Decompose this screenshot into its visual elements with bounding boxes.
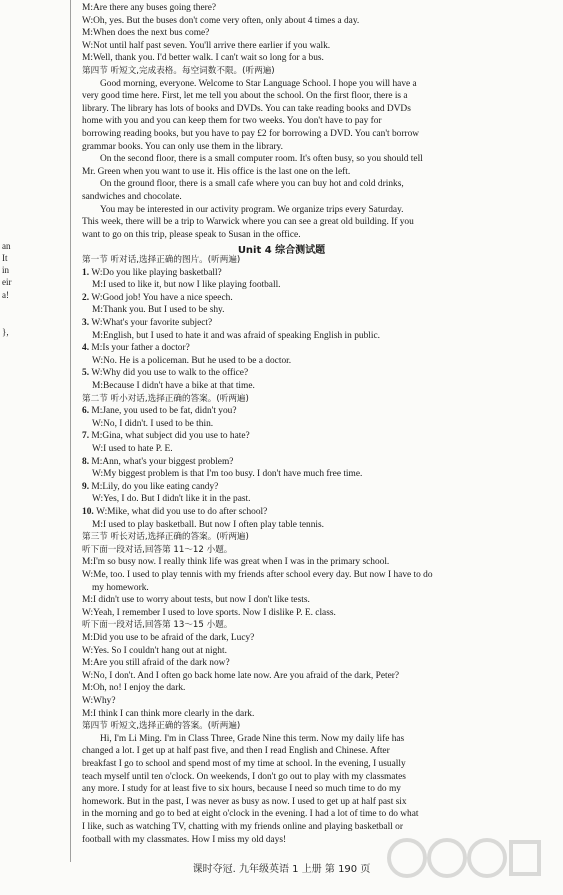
question-line <box>82 292 233 304</box>
passage-line: sandwiches and chocolate. <box>82 192 182 202</box>
question-text: M:Is your father a doctor? <box>91 343 190 354</box>
question-number: 7. <box>82 431 92 442</box>
question-text: W:Do you like playing basketball? <box>91 267 222 278</box>
passage-line: grammar books. You can only use them in the library. <box>82 141 283 152</box>
dialogue-line: W:No, I don't. And I often go back home late now. Are you afraid of the dark, Peter? <box>82 670 400 681</box>
passage-line: breakfast I go to school and spend most of my time at school. In the evening, I usually <box>82 759 406 769</box>
edge-fragment: in <box>2 265 10 275</box>
dialogue-line: W:Not until half past seven. You'll arrive there earlier if you walk. <box>82 40 331 51</box>
watermark-logo <box>385 830 545 890</box>
dialogue-line: M:I didn't use to worry about tests, but now I don't like tests. <box>82 595 310 606</box>
question-text: M:Gina, what subject did you use to hate? <box>91 431 250 442</box>
section-heading: 第一节 听对话,选择正确的图片。(听两遍) <box>82 255 241 265</box>
passage-line: changed a lot. I get up at half past five, and then I read English and Chinese. After <box>82 746 390 757</box>
dialogue-line: W:No. He is a policeman. But he used to be a doctor. <box>92 355 292 366</box>
question-text: W:What's your favorite subject? <box>91 318 213 328</box>
dialogue-line: W:Me, too. I used to play tennis with my friends after school every day. But now I have to do <box>82 570 433 580</box>
margin-rule <box>70 0 71 862</box>
dialogue-line: M:Are you still afraid of the dark now? <box>82 658 230 669</box>
passage-line: On the ground floor, there is a small cafe where you can buy hot and cold drinks, <box>100 179 404 190</box>
passage-line: borrowing reading books, but you have to pay £2 for borrowing a DVD. You can't borrow <box>82 129 420 139</box>
dialogue-line: M:English, but I used to hate it and was afraid of speaking English in public. <box>92 330 380 341</box>
section-heading: 第四节 听短文,选择正确的答案。(听两遍) <box>82 721 241 732</box>
question-line <box>82 456 233 468</box>
dialogue-line: M:Are there any buses going there? <box>82 3 217 13</box>
question-text: M:Lily, do you like eating candy? <box>91 481 219 492</box>
passage-line: very good time here. First, let me tell you about the school. On the first floor, there is a <box>82 91 408 102</box>
question-number: 9. <box>82 481 92 492</box>
dialogue-line: M:Did you use to be afraid of the dark, Lucy? <box>82 633 255 643</box>
question-line <box>82 367 248 379</box>
edge-fragment: a! <box>2 290 9 300</box>
question-number: 1. <box>82 267 92 278</box>
question-text: W:Good job! You have a nice speech. <box>91 292 233 303</box>
question-number: 10. <box>82 507 97 517</box>
question-text: W:Why did you use to walk to the office? <box>91 368 249 379</box>
passage-line: On the second floor, there is a small computer room. It's often busy, so you should tell <box>100 154 423 165</box>
dialogue-intro: 听下面一段对话,回答第 13～15 小题。 <box>82 620 233 631</box>
dialogue-line: M:Because I didn't have a bike at that time. <box>92 381 255 391</box>
question-line <box>82 506 267 518</box>
dialogue-line: W:No, I didn't. I used to be thin. <box>92 418 214 429</box>
dialogue-line: M:Well, thank you. I'd better walk. I can't wait so long for a bus. <box>82 53 324 64</box>
question-number: 2. <box>82 292 92 303</box>
edge-fragment: eir <box>2 277 12 287</box>
section-heading: 第二节 听小对话,选择正确的答案。(听两遍) <box>82 393 249 404</box>
edge-fragment: an <box>2 241 11 251</box>
passage-line: teach myself until ten o'clock. On weekends, I don't go out to play with my classmates <box>82 771 406 782</box>
edge-fragment: }, <box>2 327 9 337</box>
dialogue-line: M:Oh, no! I enjoy the dark. <box>82 683 186 694</box>
page-footer: 课时夺冠. 九年级英语 1 上册 第 190 页 <box>192 864 371 875</box>
unit-title: Unit 4 综合测试题 <box>237 245 326 257</box>
dialogue-line: M:When does the next bus come? <box>82 28 210 39</box>
dialogue-line: M:Thank you. But I used to be shy. <box>92 305 225 316</box>
question-line <box>82 267 222 279</box>
question-text: M:Ann, what's your biggest problem? <box>91 456 234 467</box>
question-number: 3. <box>82 318 92 328</box>
passage-line: any more. I study for at least five to six hours, because I need so much time to do my <box>82 784 401 795</box>
passage-line: homework. But in the past, I was never as busy as now. I used to get up at half past six <box>82 796 407 807</box>
dialogue-line: M:I think I can think more clearly in the dark. <box>82 708 255 719</box>
passage-line: This week, there will be a trip to Warwick where you can see a great old building. If you <box>82 217 414 228</box>
question-line <box>82 342 190 354</box>
dialogue-line: W:Yes. So I couldn't hang out at night. <box>82 645 227 656</box>
question-number: 6. <box>82 406 92 417</box>
question-text: M:Jane, you used to be fat, didn't you? <box>91 406 237 417</box>
passage-line: home with you and you can keep them for two weeks. You don't have to pay for <box>82 116 382 127</box>
dialogue-line: W:My biggest problem is that I'm too busy. I don't have much free time. <box>92 469 363 480</box>
question-line <box>82 481 218 493</box>
question-text: W:Mike, what did you use to do after school? <box>96 507 268 517</box>
section-heading: 第四节 听短文,完成表格。每空词数不限。(听两遍) <box>82 66 275 76</box>
dialogue-line: W:Oh, yes. But the buses don't come very often, only about 4 times a day. <box>82 15 360 26</box>
dialogue-line: W:Yes, I do. But I didn't like it in the past. <box>92 494 251 505</box>
question-line <box>82 317 212 329</box>
question-number: 8. <box>82 456 92 467</box>
dialogue-line: my homework. <box>92 582 149 593</box>
dialogue-line: W:Yeah, I remember I used to love sports. Now I dislike P. E. class. <box>82 607 336 618</box>
passage-line: Good morning, everyone. Welcome to Star Language School. I hope you will have a <box>100 78 417 89</box>
dialogue-line: M:I'm so busy now. I really think life was great when I was in the primary school. <box>82 557 390 568</box>
dialogue-intro: 听下面一段对话,回答第 11～12 小题。 <box>82 544 233 555</box>
question-line <box>82 430 250 442</box>
passage-line: I like, such as watching TV, chatting with my friends online and playing basketball or <box>82 822 403 832</box>
dialogue-line: W:I used to hate P. E. <box>92 444 173 454</box>
question-number: 5. <box>82 368 92 379</box>
passage-line: library. The library has lots of books and DVDs. You can take reading books and DVDs <box>82 103 411 114</box>
dialogue-line: M:I used to play basketball. But now I often play table tennis. <box>92 519 324 530</box>
passage-line: Hi, I'm Li Ming. I'm in Class Three, Grade Nine this term. Now my daily life has <box>100 733 405 744</box>
passage-line: You may be interested in our activity program. We organize trips every Saturday. <box>100 204 404 215</box>
section-heading: 第三节 听长对话,选择正确的答案。(听两遍) <box>82 532 249 543</box>
edge-fragment: It <box>2 253 8 263</box>
passage-line: in the morning and go to bed at eight o'clock in the evening. I had a lot of time to do what <box>82 809 419 820</box>
passage-line: football with my classmates. How I miss my old days! <box>82 834 287 845</box>
question-number: 4. <box>82 343 92 354</box>
passage-line: want to go on this trip, please speak to Susan in the office. <box>82 229 301 240</box>
dialogue-line: W:Why? <box>82 696 116 706</box>
question-line <box>82 405 237 417</box>
passage-line: Mr. Green when you want to use it. His office is the last one on the left. <box>82 166 351 177</box>
dialogue-line: M:I used to like it, but now I like playing football. <box>92 280 281 291</box>
